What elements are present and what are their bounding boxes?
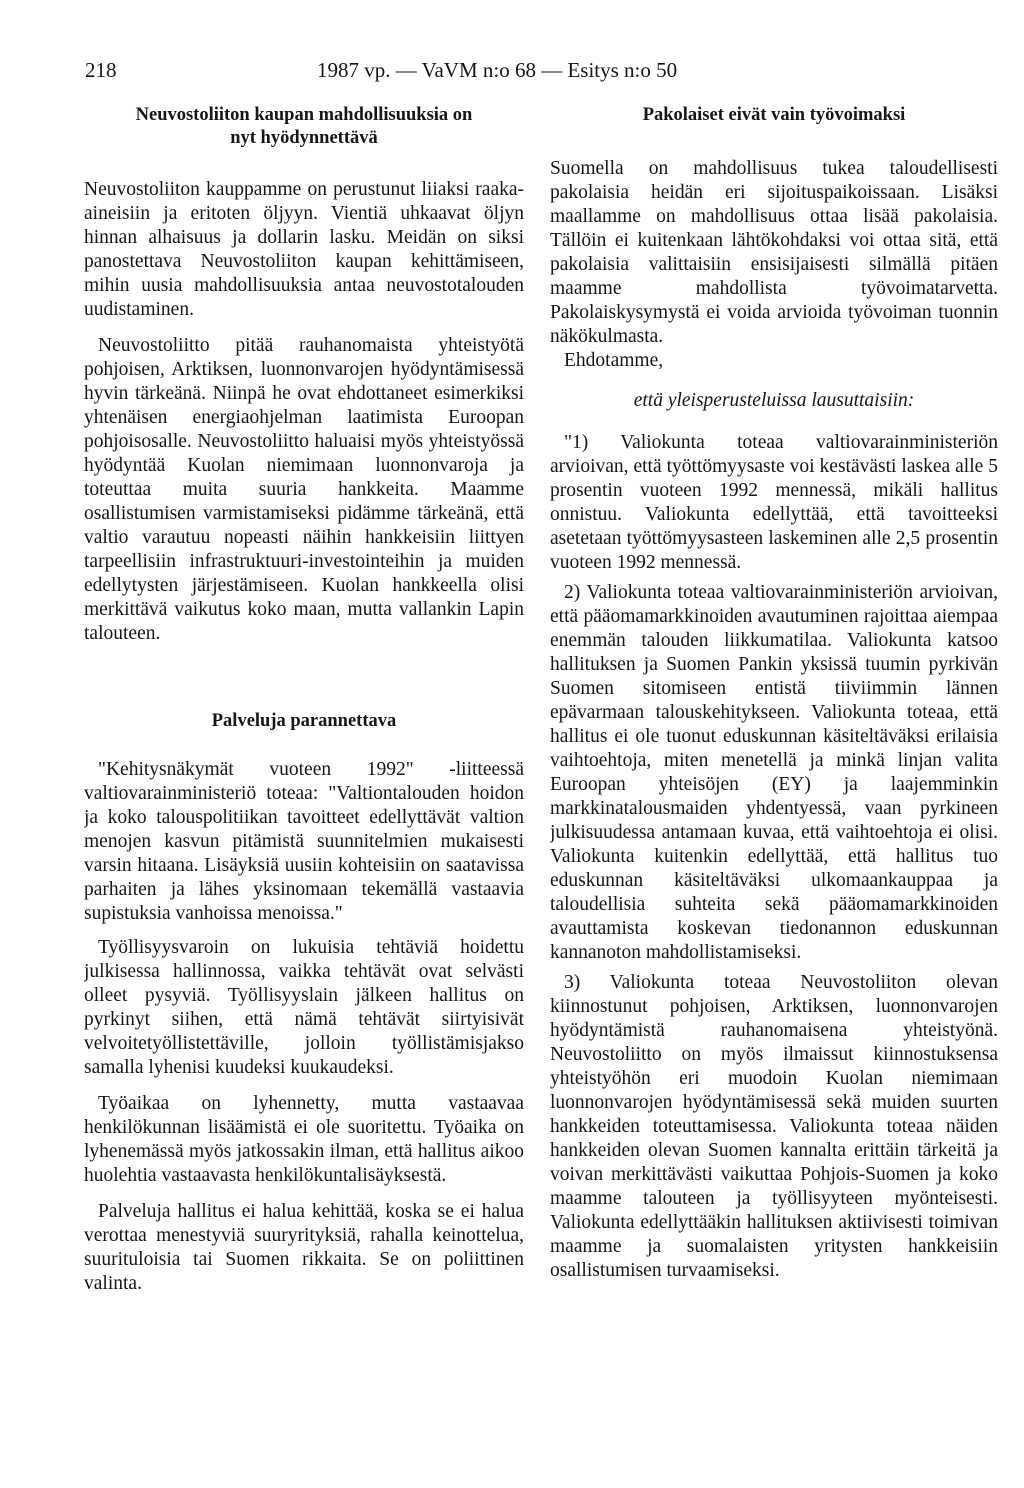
- section-heading-trade: Neuvostoliiton kaupan mahdollisuuksia on nyt hyödynnettävä: [135, 105, 473, 148]
- paragraph: Palveluja hallitus ei halua kehittää, koska se ei halua verottaa menestyviä suuryrityksiä, rahalla keinottelua, suurituloisia tai Suomen rikkaita. Se on poliittinen valinta.: [84, 1201, 524, 1294]
- section-heading-services: Palveluja parannettava: [211, 711, 397, 731]
- proposal-item-3: 3) Valiokunta toteaa Neuvostoliiton olevan kiinnostunut pohjoisen, Arktiksen, luonnonvarojen hyödyntämistä rauhanomaisena yhteistyönä. Neuvostoliitto on myös ilmaissut kiinnostuksensa yhteistyöhön eri muodoin Kuolan niemimaan luonnonvarojen hyödyntämisessä sekä muiden suurten hankkeiden toteuttamisessa. Valiokunta toteaa näiden hankkeiden olevan Suomen kannalta erittäin tärkeitä ja voivan merkittävästi vaikuttaa Pohjois-Suomen ja koko maamme talouteen ja työllisyyteen myönteisesti. Valiokunta edellyttääkin hallituksen aktiivisesti toimivan maamme ja suomalaisten yritysten hankkeisiin osallistumisen turvaamiseksi.: [550, 972, 998, 1281]
- section-heading-refugees: Pakolaiset eivät vain työvoimaksi: [642, 105, 906, 125]
- left-column: [84, 104, 524, 1424]
- paragraph: "Kehitysnäkymät vuoteen 1992" -liitteessä valtiovarainministeriö toteaa: "Valtiontalouden hoidon ja koko talouspolitiikan tavoitteet edellyttävät valtion menojen kasvun pitämistä suunnitelmien mukaisesti varsin hitaana. Lisäyksiä uusiin kohteisiin on saatavissa parhaiten ja lähes yksinomaan tekemällä vastaavia supistuksia vanhoissa menoissa.": [84, 759, 524, 924]
- paragraph: Työllisyysvaroin on lukuisia tehtäviä hoidettu julkisessa hallinnossa, vaikka tehtävät ovat selvästi olleet pysyviä. Työllisyyslain jälkeen hallitus on pyrkinyt siihen, että nämä tehtävät siirtyisivät velvoitetyöllistettäville, jolloin työllistämisjakso samalla lyhenisi kuudeksi kuukaudeksi.: [84, 937, 524, 1078]
- proposal-item-1: "1) Valiokunta toteaa valtiovarainministeriön arvioivan, että työttömyysaste voi kestävästi laskea alle 5 prosentin vuoteen 1992 mennessä, mikäli hallitus onnistuu. Valiokunta edellyttää, että tavoitteeksi asetetaan työttömyysasteen laskeminen alle 2,5 prosentin vuoteen 1992 mennessä.: [550, 432, 998, 573]
- paragraph: Ehdotamme,: [564, 350, 664, 371]
- page-header: [85, 52, 945, 88]
- running-title: 1987 vp. — VaVM n:o 68 — Esitys n:o 50: [317, 58, 678, 82]
- paragraph: Työaikaa on lyhennetty, mutta vastaavaa henkilökunnan lisäämistä ei ole suoritettu. Työaika on lyhenemässä myös jatkossakin ilman, että hallitus aikoo huolehtia vastaavasta henkilökuntalisäyksestä.: [84, 1093, 524, 1186]
- right-column: [550, 104, 998, 1424]
- paragraph: Neuvostoliiton kauppamme on perustunut liiaksi raaka-aineisiin ja eritoten öljyyn. Vientiä uhkaavat öljyn hinnan alhaisuus ja dollarin lasku. Meidän on siksi panostettava Neuvostoliiton kaupan kehittämiseen, mihin uusia mahdollisuuksia antaa neuvostotalouden uudistaminen.: [84, 179, 524, 320]
- proposal-intro: että yleisperusteluissa lausuttaisiin:: [633, 390, 915, 411]
- proposal-item-2: 2) Valiokunta toteaa valtiovarainministeriön arvioivan, että pääomamarkkinoiden avautuminen rajoittaa aiempaa enemmän talouden liikkumatilaa. Valiokunta katsoo hallituksen ja Suomen Pankin yksissä tuumin pyrkivän Suomen sitomiseen entistä tiiviimmin lännen epävarmaan talouskehitykseen. Valiokunta toteaa, että hallitus ei ole tuonut eduskunnan käsiteltäväksi erilaisia vaihtoehtoja, miten menetellä ja minkä linjan valita Euroopan yhteisöjen (EY) ja laajemminkin markkinatalousmaiden yhdentyessä, vaan pyrkineen julkisuudessa antamaan kuvaa, että vaihtoehtoja ei olisi. Valiokunta kuitenkin edellyttää, että hallitus tuo eduskunnan käsiteltäväksi ulkomaankauppaa ja taloudellisia suhteita sekä pääomamarkkinoiden avauttamista koskevan tiedonannon eduskunnan kannanoton mahdollistamiseksi.: [550, 582, 998, 963]
- paragraph: Suomella on mahdollisuus tukea taloudellisesti pakolaisia heidän eri sijoituspaikoissaan. Lisäksi maallamme on mahdollisuus ottaa lisää pakolaisia. Tällöin ei kuitenkaan lähtökohdaksi voi ottaa sitä, että pakolaisia valittaisiin ensisijaisesti silmällä pitäen maamme mahdollista työvoimatarvetta. Pakolaiskysymystä ei voida arvioida työvoiman tuonnin näkökulmasta.: [550, 158, 998, 347]
- page-number: 218: [85, 58, 117, 82]
- paragraph: Neuvostoliitto pitää rauhanomaista yhteistyötä pohjoisen, Arktiksen, luonnonvarojen hyödyntämisessä hyvin tärkeänä. Niinpä he ovat ehdottaneet esimerkiksi yhtenäisen energiaohjelman laatimista Euroopan pohjoisosalle. Neuvostoliitto haluaisi myös yhteistyössä hyödyntää Kuolan niemimaan luonnonvaroja ja toteuttaa muita suuria hankkeita. Maamme osallistumisen varmistamiseksi pidämme tärkeänä, että valtio varautuu nopeasti näihin hankkeisiin liittyen tarpeellisiin infrastruktuuri-investointeihin ja muiden edellytysten järjestämiseen. Kuolan hankkeella olisi merkittävä vaikutus koko maan, mutta vallankin Lapin talouteen.: [84, 335, 524, 644]
